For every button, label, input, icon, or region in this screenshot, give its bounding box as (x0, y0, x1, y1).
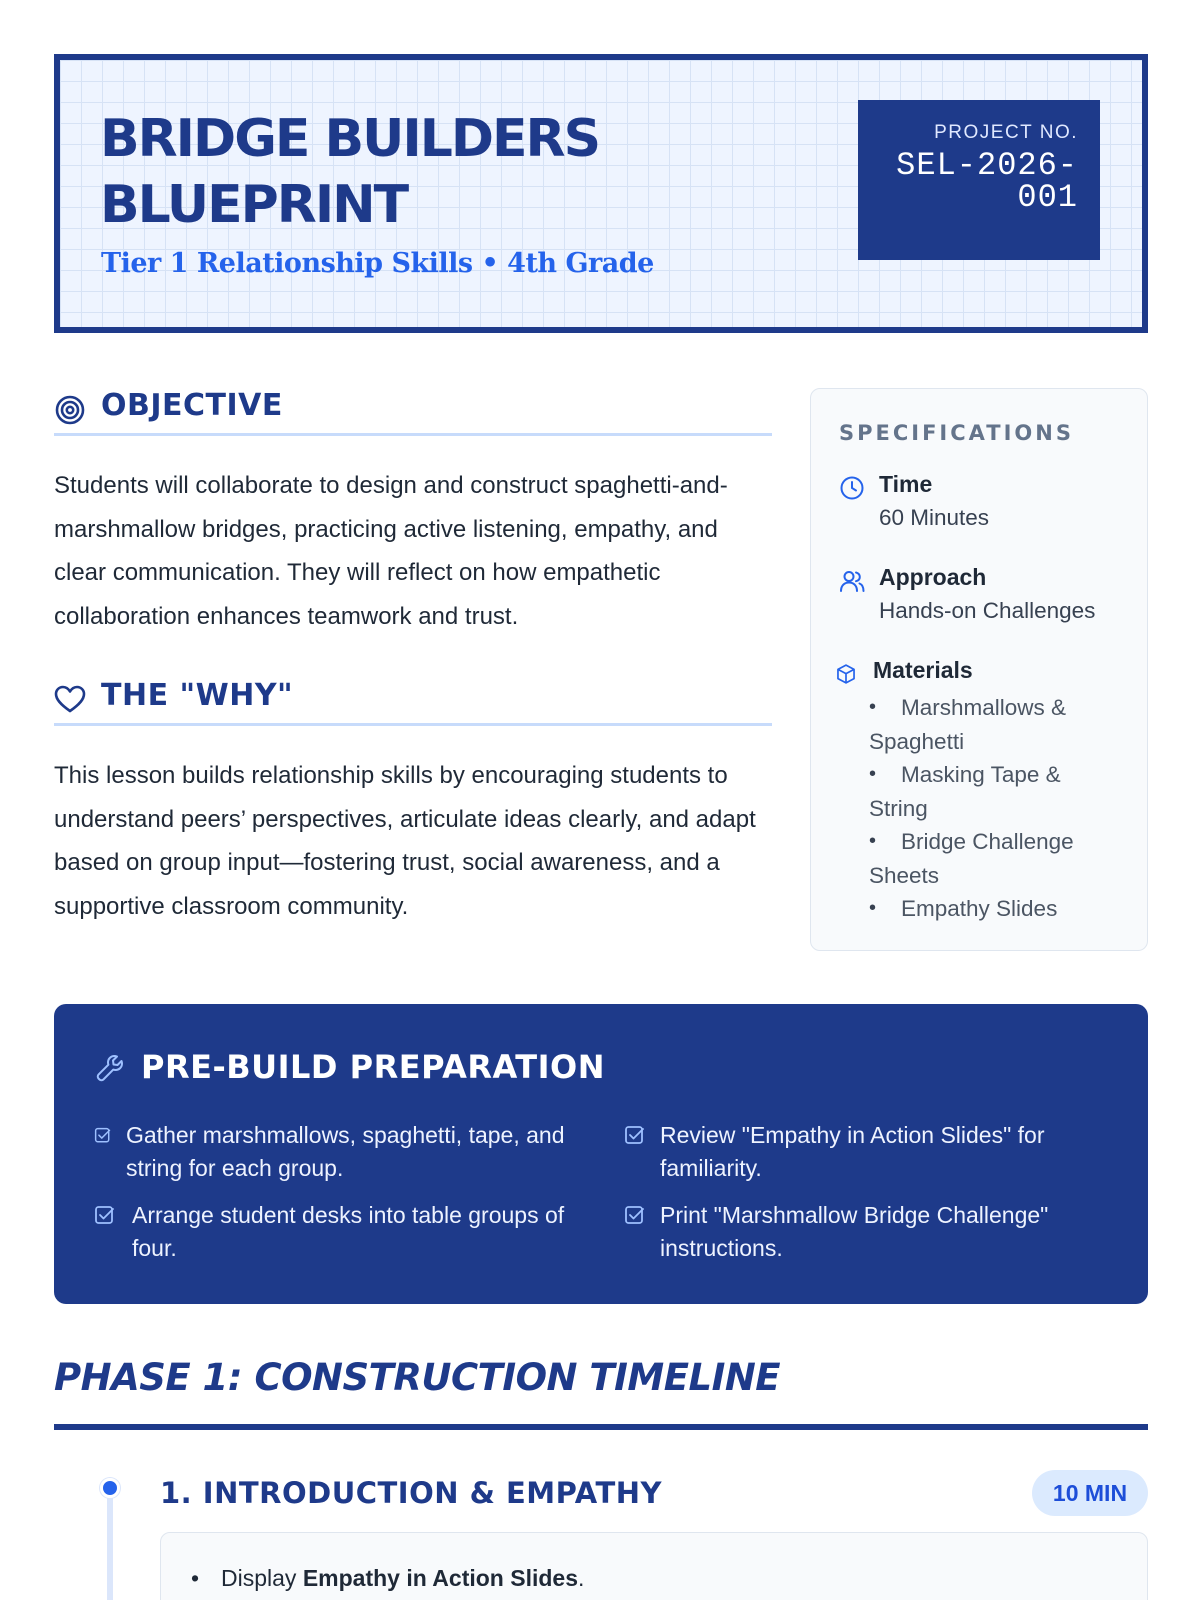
wrench-icon (94, 1052, 126, 1084)
why-heading-row (54, 674, 772, 726)
heart-icon (54, 684, 86, 716)
prep-panel (54, 1004, 1148, 1304)
spec-time-label: Time (879, 471, 933, 497)
prep-heading: PRE-BUILD PREPARATION (141, 1048, 605, 1086)
prep-item-text: Print "Marshmallow Bridge Challenge" instructions. (660, 1202, 1049, 1261)
project-number-line-1: SEL-2026- (896, 147, 1078, 184)
page-subtitle: Tier 1 Relationship Skills • 4th Grade (101, 248, 654, 279)
title-line-2: BLUEPRINT (100, 175, 408, 235)
timeline-dot (100, 1478, 120, 1498)
prep-item-text: Arrange student desks into table groups of four. (132, 1202, 565, 1261)
timeline-line (107, 1490, 113, 1600)
phase-title: PHASE 1: CONSTRUCTION TIMELINE (54, 1356, 781, 1399)
step-title: 1. INTRODUCTION & EMPATHY (160, 1476, 663, 1510)
checkbox-icon (624, 1125, 646, 1147)
spec-time-value: 60 Minutes (879, 505, 990, 530)
project-number-box (858, 100, 1100, 260)
prep-item-text: Gather marshmallows, spaghetti, tape, and string for each group. (126, 1122, 565, 1181)
project-label: PROJECT NO. (934, 122, 1078, 143)
why-heading: THE "WHY" (101, 678, 294, 713)
objective-heading-row (54, 384, 772, 436)
users-icon (839, 568, 865, 594)
phase-divider (54, 1424, 1148, 1430)
spec-approach-value: Hands-on Challenges (879, 598, 1096, 623)
why-text: This lesson builds relationship skills by encouraging students to understand peers’ perspectives, articulate ideas clearly, and adapt based on group input—fostering trust, social awareness, and a supportive classroom community. (54, 762, 756, 920)
objective-heading: OBJECTIVE (101, 388, 283, 423)
checkbox-icon (624, 1205, 646, 1227)
list-item: • Empathy Slides (869, 892, 1119, 926)
step-card (160, 1532, 1148, 1600)
step-bullets (191, 1565, 584, 1592)
bullet-suffix: . (578, 1565, 585, 1591)
specifications-title: SPECIFICATIONS (839, 421, 1074, 445)
title-line-1: BRIDGE BUILDERS (100, 109, 600, 169)
materials-list (869, 691, 1119, 926)
specifications-panel (810, 388, 1148, 951)
bullet-text: Display (221, 1565, 303, 1591)
checkbox-icon (94, 1205, 116, 1227)
project-number (878, 147, 1078, 216)
target-icon (54, 394, 86, 426)
spec-materials-label: Materials (873, 657, 973, 683)
list-item: • Masking Tape & String (869, 758, 1119, 825)
duration-badge: 10 MIN (1032, 1470, 1148, 1516)
bullet-emphasis: Empathy in Action Slides (302, 1565, 579, 1591)
page-title (100, 106, 599, 238)
list-item: • Bridge Challenge Sheets (869, 825, 1119, 892)
checkbox-icon (94, 1127, 112, 1145)
box-icon (835, 663, 857, 685)
blueprint-header (54, 54, 1148, 333)
project-number-line-2: 001 (1017, 179, 1078, 216)
prep-item-text: Review "Empathy in Action Slides" for familiarity. (660, 1122, 1045, 1181)
clock-icon (839, 475, 865, 501)
spec-approach-label: Approach (879, 564, 987, 590)
list-item (191, 1565, 584, 1592)
objective-text: Students will collaborate to design and construct spaghetti-and-marshmallow bridges, practicing active listening, empathy, and clear communication. They will reflect on how empathetic collaboration enhances teamwork and trust. (54, 472, 728, 630)
list-item: • Marshmallows & Spaghetti (869, 691, 1119, 758)
